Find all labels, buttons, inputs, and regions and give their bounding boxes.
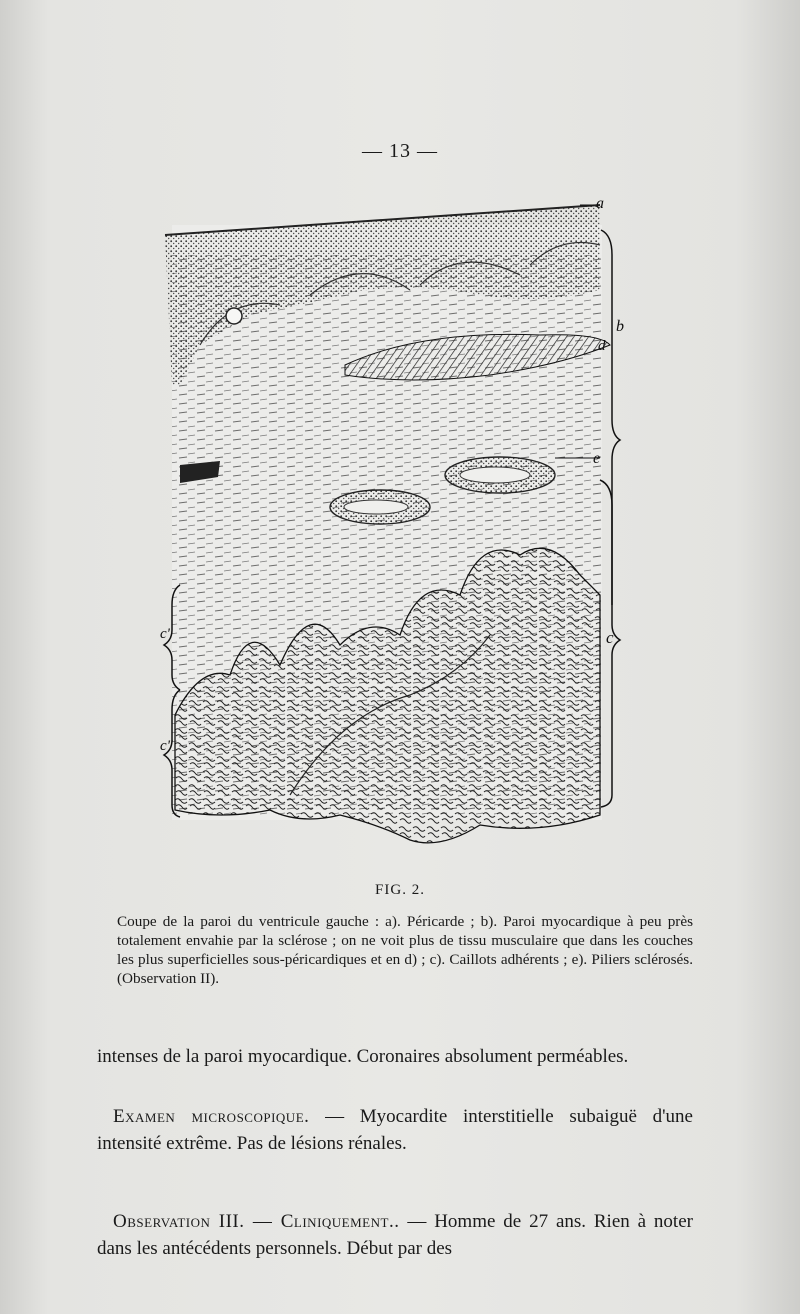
- label-c: c: [606, 628, 614, 647]
- observation-subheading: — Cliniquement..: [244, 1211, 400, 1232]
- label-e: e: [593, 450, 601, 467]
- histology-drawing: [160, 195, 625, 865]
- figure-caption: [117, 912, 693, 988]
- label-a: a: [596, 195, 604, 212]
- paragraph-3-text: — Homme de 27 ans. Rien à noter dans les antécédents personnels. Début par des: [97, 1211, 693, 1259]
- label-d: d: [598, 338, 606, 354]
- figure-label: FIG. 2.: [375, 882, 425, 898]
- label-b: b: [616, 318, 624, 335]
- page-number: — 13 —: [362, 140, 438, 162]
- label-c-prime: c': [160, 626, 170, 642]
- caption-text: Coupe de la paroi du ventricule gauche : a). Péricarde ; b). Paroi myocardique à peu près totalement envahie par la sclérose ; on ne voit plus de tissu musculaire que dans les couches les plus superficielles sous-péricardiques et en d) ; c). Caillots adhérents ; e). Piliers sclérosés. (Observation II).: [117, 913, 693, 987]
- paragraph-2-text: — Myocardite interstitielle subaiguë d'une intensité extrême. Pas de lésions rénales.: [97, 1106, 693, 1154]
- paragraph-1: [97, 1043, 693, 1070]
- histology-figure: [160, 195, 625, 865]
- paragraph-1-text: intenses de la paroi myocardique. Coronaires absolument perméables.: [97, 1046, 629, 1067]
- label-c-double-prime: c": [160, 738, 173, 754]
- observation-heading: Observation III.: [113, 1211, 245, 1232]
- paragraph-3: [97, 1208, 693, 1262]
- section-heading-examen: Examen microscopique.: [113, 1106, 310, 1127]
- paragraph-2: [97, 1103, 693, 1157]
